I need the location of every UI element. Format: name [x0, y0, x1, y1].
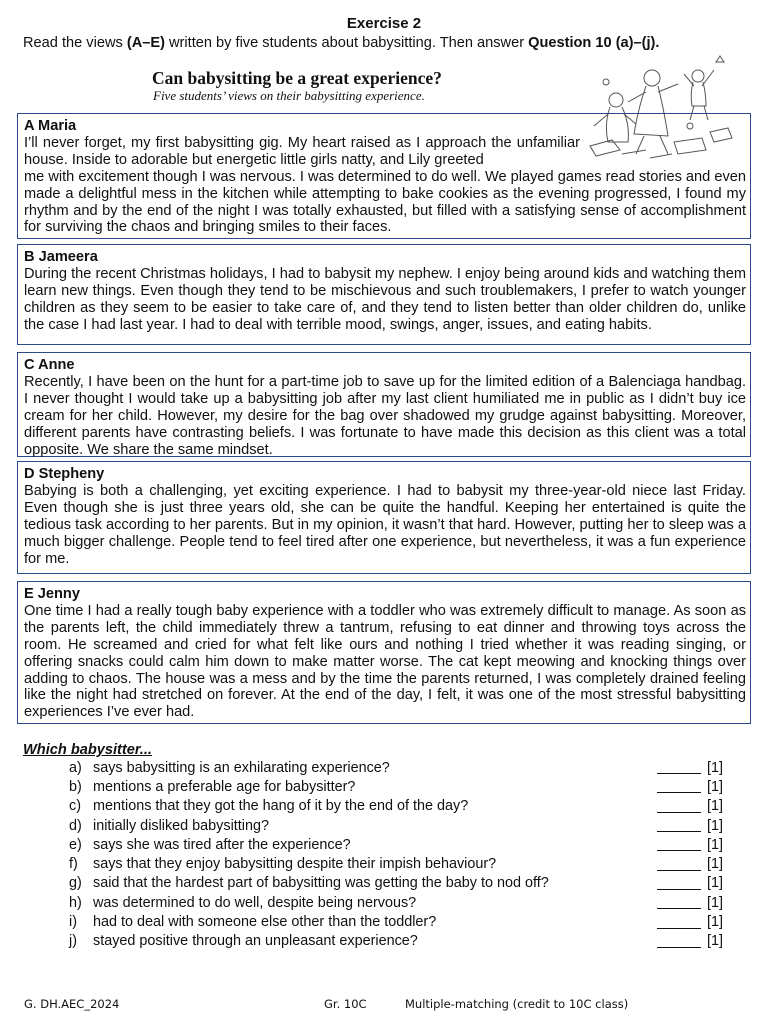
view-name: A Maria [24, 118, 77, 134]
view-jenny [17, 581, 751, 724]
question-item: h) was determined to do well, despite being nervous? [1] [69, 894, 723, 911]
answer-blank[interactable] [657, 761, 701, 774]
view-text: I’ll never forget, my first babysitting gig. My heart raised as I approach the unfamiliar house. Inside to adorable but energetic little girls natty, and Lily greeted me with excitement though I was nervous. I was determined to do well. We played games read stories and even made a delightful mess in the kitchen while attempting to bake cookies as the evening progressed, I found my rhythm and by the end of the night I was totally exhausted, but filled with a satisfying sense of accomplishment for surviving the chaos and bringing smiles to their faces. [24, 134, 746, 236]
questions-heading: Which babysitter... [23, 742, 152, 758]
view-jameera [17, 244, 751, 345]
question-item: b) mentions a preferable age for babysitter? [1] [69, 778, 723, 795]
answer-blank[interactable] [657, 838, 701, 851]
view-name: C Anne [24, 357, 75, 373]
article-subheading: Five students’ views on their babysitting experience. [153, 88, 425, 103]
footer-center: Gr. 10C [324, 997, 367, 1011]
answer-blank[interactable] [657, 858, 701, 871]
answer-blank[interactable] [657, 877, 701, 890]
view-name: E Jenny [24, 586, 80, 602]
question-item: f) says that they enjoy babysitting despite their impish behaviour? [1] [69, 856, 723, 873]
question-item: c) mentions that they got the hang of it by the end of the day? [1] [69, 798, 723, 815]
view-maria [17, 113, 751, 239]
view-name: B Jameera [24, 249, 98, 265]
view-text: During the recent Christmas holidays, I had to babysit my nephew. I enjoy being around kids and watching them learn new things. Even though they tend to be mischievous and such troublemakers, I prefer to watch younger children as they seem to be easier to take care of, and they tend to listen better than older children do, unlike the case I had last year. I had to deal with terrible mood, swings, anger, issues, and eating habits. [24, 265, 746, 333]
answer-blank[interactable] [657, 916, 701, 929]
answer-blank[interactable] [657, 800, 701, 813]
article-heading: Can babysitting be a great experience? [152, 68, 442, 88]
view-text: Babying is both a challenging, yet exciting experience. I had to babysit my three-year-old niece last Friday. Even though she is just three years old, she can be quite the handful. Keeping her entertained is quite the tedious task according to her parents. But in my opinion, it wasn’t that hard. However, putting her to sleep was a much bigger challenge. People tend to feel tired after one experience, but nevertheless, it was a fun experience for me. [24, 482, 746, 567]
view-anne [17, 352, 751, 457]
question-item: d) initially disliked babysitting? [1] [69, 817, 723, 834]
footer-left: G. DH.AEC_2024 [24, 997, 120, 1011]
question-list [69, 758, 729, 951]
footer-right: Multiple-matching (credit to 10C class) [405, 997, 629, 1011]
view-stepheny [17, 461, 751, 574]
question-item: e) says she was tired after the experience? [1] [69, 836, 723, 853]
view-text: One time I had a really tough baby experience with a toddler who was extremely difficult to manage. As soon as the parents left, the child immediately threw a tantrum, refusing to eat dinner and throwing toys across the room. He screamed and cried for what felt like ours and nothing I tried whether it was reading singing, or offering snacks could calm him down to make matter worse. The cat kept meowing and knocking things over adding to chaos. The house was a mess and by the time the parents returned, I was completely drained feeling like the night had stretched on forever. At the end of the day, I felt, it was one of the most stressful babysitting experiences I’ve ever had. [24, 602, 746, 721]
question-item: i) had to deal with someone else other than the toddler? [1] [69, 914, 723, 931]
answer-blank[interactable] [657, 935, 701, 948]
question-item: j) stayed positive through an unpleasant experience? [1] [69, 933, 723, 950]
question-item: g) said that the hardest part of babysitting was getting the baby to nod off? [1] [69, 875, 723, 892]
view-text: Recently, I have been on the hunt for a part-time job to save up for the limited edition of a Balenciaga handbag. I never thought I would take up a babysitting job after my last client humiliated me in public as I didn’t buy ice cream for her child. However, my desire for the bag over shadowed my grudge against babysitting. Moreover, different parents have contrasting beliefs. I was fortunate to have made this decision as this client was a total opposite. We share the same mindset. [24, 373, 746, 458]
view-name: D Stepheny [24, 466, 105, 482]
question-item: a) says babysitting is an exhilarating experience? [1] [69, 759, 723, 776]
exercise-title: Exercise 2 [346, 15, 422, 32]
answer-blank[interactable] [657, 896, 701, 909]
instructions: Read the views (A–E) written by five students about babysitting. Then answer Question 10 (a)–(j). [23, 35, 660, 51]
answer-blank[interactable] [657, 819, 701, 832]
answer-blank[interactable] [657, 780, 701, 793]
